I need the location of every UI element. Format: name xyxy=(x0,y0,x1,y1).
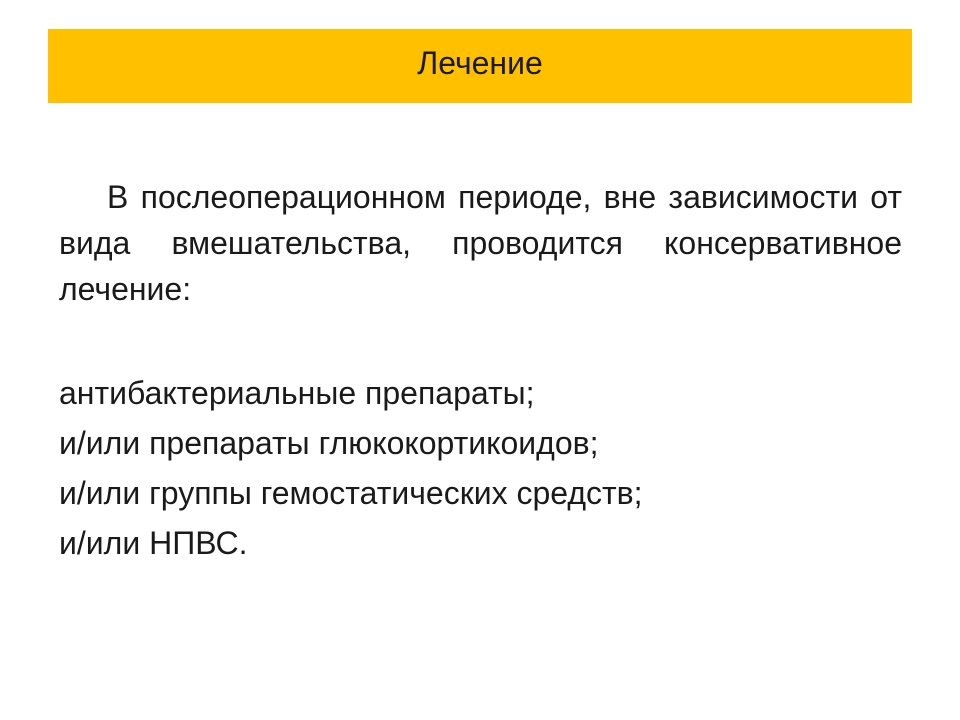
list-item: и/или НПВС. xyxy=(59,525,248,561)
treatment-list xyxy=(59,368,902,568)
list-item: и/или группы гемостатических средств; xyxy=(59,475,643,511)
title-banner xyxy=(48,29,912,103)
slide-title: Лечение xyxy=(417,45,543,81)
intro-paragraph: В послеоперационном периоде, вне зависимости от вида вмешательства, проводится консервативное лечение: xyxy=(59,179,902,307)
list-item: и/или препараты глюкокортикоидов; xyxy=(59,425,599,461)
list-item: антибактериальные препараты; xyxy=(59,375,535,411)
